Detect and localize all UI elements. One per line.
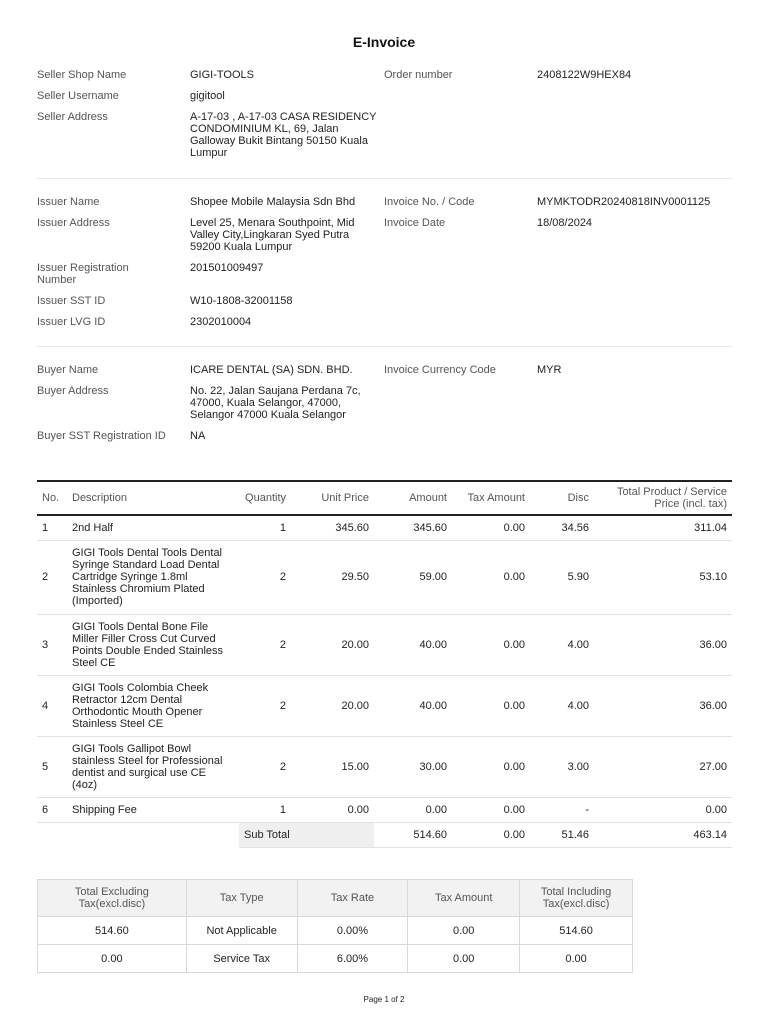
cell-quantity: 2	[239, 736, 291, 797]
empty-cell	[67, 822, 239, 847]
tax-cell-tax-amount: 0.00	[408, 917, 520, 945]
cell-tax-amount: 0.00	[452, 515, 530, 540]
col-header-disc: Disc	[530, 481, 594, 515]
cell-amount: 40.00	[374, 614, 452, 675]
cell-no: 1	[37, 515, 67, 540]
tax-col-total-excl: Total Excluding Tax(excl.disc)	[38, 880, 187, 917]
tax-col-tax-amount: Tax Amount	[408, 880, 520, 917]
buyer-address: No. 22, Jalan Saujana Perdana 7c, 47000, Kuala Selangor, 47000, Selangor 47000 Kuala Selangor	[190, 385, 361, 421]
cell-description: GIGI Tools Dental Bone File Miller Filler Cross Cut Curved Points Double Ended Stainless Steel CE	[67, 614, 239, 675]
tax-col-total-incl: Total Including Tax(excl.disc)	[520, 880, 633, 917]
buyer-address-label: Buyer Address	[37, 385, 109, 397]
seller-username: gigitool	[190, 90, 225, 102]
issuer-sst-label: Issuer SST ID	[37, 295, 106, 307]
col-header-unit-price: Unit Price	[291, 481, 374, 515]
seller-shop-name-label: Seller Shop Name	[37, 69, 127, 81]
issuer-name: Shopee Mobile Malaysia Sdn Bhd	[190, 196, 356, 208]
table-row	[37, 675, 732, 736]
cell-total: 0.00	[594, 797, 732, 822]
buyer-name: ICARE DENTAL (SA) SDN. BHD.	[190, 364, 353, 376]
table-header-row	[37, 481, 732, 515]
cell-description: GIGI Tools Colombia Cheek Retractor 12cm Dental Orthodontic Mouth Opener Stainless Steel CE	[67, 675, 239, 736]
invoice-no: MYMKTODR20240818INV0001125	[537, 196, 711, 208]
tax-cell-total-excl: 514.60	[38, 917, 187, 945]
cell-quantity: 1	[239, 797, 291, 822]
table-row	[37, 797, 732, 822]
issuer-address-label: Issuer Address	[37, 217, 110, 229]
tax-cell-total-incl: 0.00	[520, 945, 633, 973]
cell-tax-amount: 0.00	[452, 540, 530, 614]
invoice-no-label: Invoice No. / Code	[384, 196, 475, 208]
buyer-sst: NA	[190, 430, 206, 442]
page-number: Page 1 of 2	[363, 995, 405, 1004]
subtotal-amount: 514.60	[374, 822, 452, 847]
table-row	[37, 736, 732, 797]
currency-label: Invoice Currency Code	[384, 364, 496, 376]
cell-total: 36.00	[594, 675, 732, 736]
cell-quantity: 2	[239, 614, 291, 675]
order-number: 2408122W9HEX84	[537, 69, 632, 81]
cell-tax-amount: 0.00	[452, 614, 530, 675]
cell-no: 6	[37, 797, 67, 822]
cell-unit-price: 20.00	[291, 614, 374, 675]
cell-description: Shipping Fee	[67, 797, 239, 822]
cell-description: 2nd Half	[67, 515, 239, 540]
cell-no: 4	[37, 675, 67, 736]
cell-total: 36.00	[594, 614, 732, 675]
cell-disc: 4.00	[530, 614, 594, 675]
items-table	[37, 480, 732, 848]
cell-total: 27.00	[594, 736, 732, 797]
subtotal-total: 463.14	[594, 822, 732, 847]
cell-quantity: 2	[239, 540, 291, 614]
cell-quantity: 1	[239, 515, 291, 540]
table-row	[37, 515, 732, 540]
subtotal-tax-amount: 0.00	[452, 822, 530, 847]
cell-disc: 34.56	[530, 515, 594, 540]
cell-total: 53.10	[594, 540, 732, 614]
cell-amount: 30.00	[374, 736, 452, 797]
issuer-sst: W10-1808-32001158	[190, 295, 293, 307]
cell-amount: 59.00	[374, 540, 452, 614]
tax-col-tax-type: Tax Type	[186, 880, 297, 917]
cell-unit-price: 345.60	[291, 515, 374, 540]
seller-username-label: Seller Username	[37, 90, 119, 102]
cell-quantity: 2	[239, 675, 291, 736]
cell-no: 2	[37, 540, 67, 614]
col-header-quantity: Quantity	[239, 481, 291, 515]
subtotal-label: Sub Total	[239, 822, 374, 847]
tax-cell-tax-rate: 0.00%	[297, 917, 408, 945]
tax-cell-tax-amount: 0.00	[408, 945, 520, 973]
cell-amount: 40.00	[374, 675, 452, 736]
subtotal-row	[37, 822, 732, 847]
cell-total: 311.04	[594, 515, 732, 540]
cell-unit-price: 29.50	[291, 540, 374, 614]
col-header-no: No.	[37, 481, 67, 515]
cell-no: 5	[37, 736, 67, 797]
table-row	[37, 540, 732, 614]
cell-disc: 5.90	[530, 540, 594, 614]
empty-cell	[37, 822, 67, 847]
issuer-address: Level 25, Menara Southpoint, Mid Valley City,Lingkaran Syed Putra 59200 Kuala Lumpur	[190, 217, 355, 253]
cell-disc: 3.00	[530, 736, 594, 797]
tax-cell-total-incl: 514.60	[520, 917, 633, 945]
issuer-name-label: Issuer Name	[37, 196, 100, 208]
invoice-date-label: Invoice Date	[384, 217, 446, 229]
cell-description: GIGI Tools Dental Tools Dental Syringe Standard Load Dental Cartridge Syringe 1.8ml Stainless Chromium Plated (Imported)	[67, 540, 239, 614]
tax-cell-tax-type: Service Tax	[186, 945, 297, 973]
page-title: E-Invoice	[352, 34, 416, 50]
invoice-date: 18/08/2024	[537, 217, 593, 229]
tax-col-tax-rate: Tax Rate	[297, 880, 408, 917]
order-number-label: Order number	[384, 69, 453, 81]
divider	[37, 178, 732, 179]
cell-no: 3	[37, 614, 67, 675]
cell-unit-price: 0.00	[291, 797, 374, 822]
col-header-total: Total Product / Service Price (incl. tax)	[594, 481, 732, 515]
issuer-lvg-label: Issuer LVG ID	[37, 316, 106, 328]
cell-unit-price: 20.00	[291, 675, 374, 736]
seller-shop-name: GIGI-TOOLS	[190, 69, 254, 81]
issuer-lvg: 2302010004	[190, 316, 252, 328]
seller-address-label: Seller Address	[37, 111, 108, 123]
cell-unit-price: 15.00	[291, 736, 374, 797]
cell-tax-amount: 0.00	[452, 797, 530, 822]
col-header-description: Description	[67, 481, 239, 515]
table-row	[37, 614, 732, 675]
tax-header-row	[38, 880, 633, 917]
tax-row	[38, 945, 633, 973]
tax-cell-tax-type: Not Applicable	[186, 917, 297, 945]
tax-row	[38, 917, 633, 945]
issuer-registration: 201501009497	[190, 262, 264, 274]
cell-tax-amount: 0.00	[452, 675, 530, 736]
buyer-name-label: Buyer Name	[37, 364, 99, 376]
cell-description: GIGI Tools Gallipot Bowl stainless Steel for Professional dentist and surgical use CE (4oz)	[67, 736, 239, 797]
cell-disc: -	[530, 797, 594, 822]
col-header-amount: Amount	[374, 481, 452, 515]
col-header-tax-amount: Tax Amount	[452, 481, 530, 515]
tax-cell-total-excl: 0.00	[38, 945, 187, 973]
divider	[37, 346, 732, 347]
currency: MYR	[537, 364, 562, 376]
cell-tax-amount: 0.00	[452, 736, 530, 797]
cell-disc: 4.00	[530, 675, 594, 736]
cell-amount: 0.00	[374, 797, 452, 822]
subtotal-disc: 51.46	[530, 822, 594, 847]
buyer-sst-label: Buyer SST Registration ID	[37, 430, 166, 442]
seller-address: A-17-03 , A-17-03 CASA RESIDENCY CONDOMINIUM KL, 69, Jalan Galloway Bukit Bintang 50150 Kuala Lumpur	[190, 111, 377, 159]
tax-summary-table	[37, 879, 633, 973]
tax-cell-tax-rate: 6.00%	[297, 945, 408, 973]
cell-amount: 345.60	[374, 515, 452, 540]
issuer-registration-label: Issuer Registration Number	[37, 262, 129, 286]
